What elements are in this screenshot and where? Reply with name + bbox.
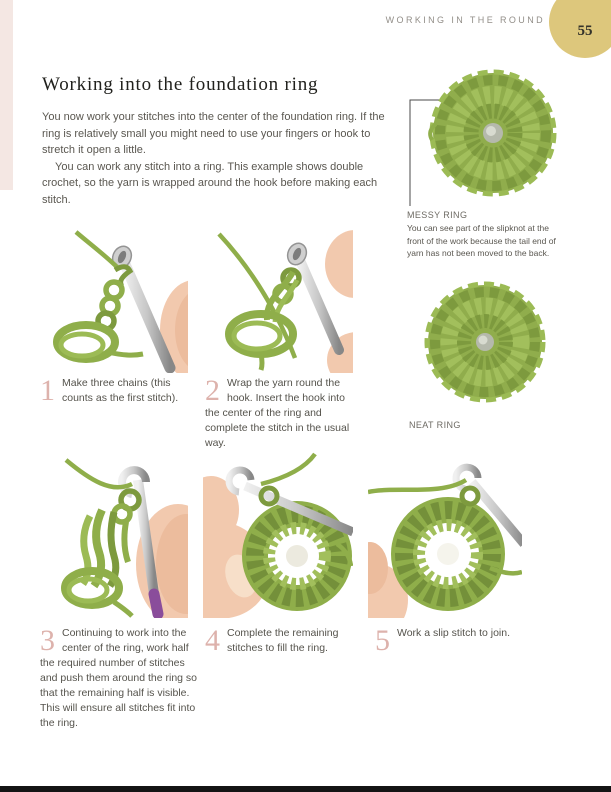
photo-step-5 [368,452,522,618]
intro-paragraph-1: You now work your stitches into the center of the foundation ring. If the ring is relatively small you might need to use your fingers or hook to stretch it open a little. [42,111,385,156]
photo-step-3 [38,452,188,618]
step-2-number: 2 [205,374,220,407]
intro-paragraph-2: You can work any stitch into a ring. This example shows double crochet, so the yarn is wrapped around the hook before making each stitch. [42,160,378,206]
intro-text [42,109,391,208]
photo-step-2 [203,228,353,373]
step-1 [40,376,198,406]
photo-step-4 [203,452,353,618]
page-title: Working into the foundation ring [42,74,319,95]
page-number-badge [549,0,611,58]
step-5 [375,624,545,657]
messy-ring-caption: You can see part of the slipknot at the front of the work because the tail end of yarn has not been moved to the back. [407,223,556,258]
step-4-text: Complete the remaining stitches to fill the ring. [227,627,339,654]
step-3 [40,626,200,731]
photo-neat-ring [410,276,560,414]
page-edge-strip [0,0,13,190]
step-3-number: 3 [40,624,55,657]
photo-step-1 [38,228,188,373]
step-3-text: Continuing to work into the center of the ring, work half the required number of stitches and push them around the ring so that the remaining half is visible. This will ensure all stitches fit into the ring. [40,627,198,729]
step-5-text: Work a slip stitch to join. [397,627,511,639]
page-bottom-edge [0,786,611,792]
step-4 [205,626,357,656]
neat-ring-label: NEAT RING [409,420,461,430]
messy-ring-label: MESSY RING [407,210,468,220]
step-2-text: Wrap the yarn round the hook. Insert the hook into the center of the ring and complete the stitch in the usual way. [205,377,350,449]
step-1-number: 1 [40,374,55,407]
step-5-number: 5 [375,624,390,657]
running-header: WORKING IN THE ROUND [385,15,545,25]
page-number: 55 [577,22,593,39]
step-2 [205,376,357,451]
step-1-text: Make three chains (this counts as the first stitch). [62,377,179,404]
step-4-number: 4 [205,624,220,657]
photo-messy-ring [403,60,563,210]
